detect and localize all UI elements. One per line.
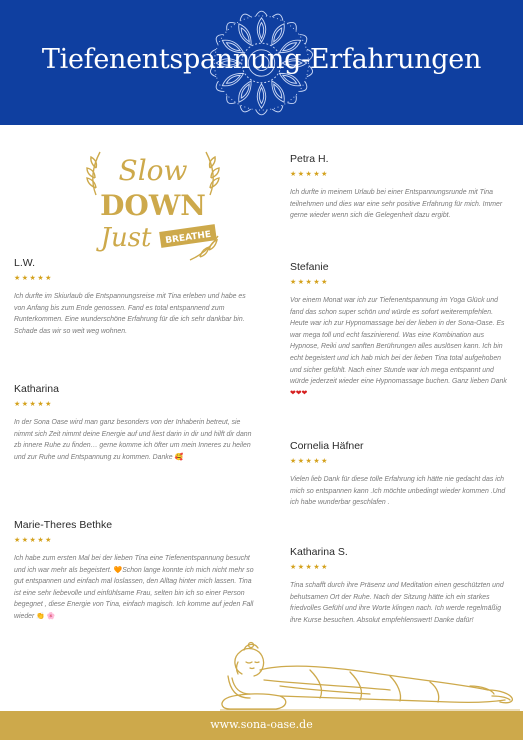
website-link[interactable]: www.sona-oase.de bbox=[210, 718, 313, 731]
footer-bar bbox=[0, 711, 523, 740]
star-rating: ★★★★★ bbox=[290, 564, 329, 571]
review-author: Stefanie bbox=[290, 261, 329, 273]
review-text: Vielen lieb Dank für diese tolle Erfahrung ich hätte nie gedacht das ich mich so entspannen kann .Ich möchte unbedingt wieder kommen .Und ich habe wunderbar geschlafen . bbox=[290, 476, 506, 507]
page-title: Tiefenentspannung-Erfahrungen bbox=[41, 44, 482, 75]
orange-heart-icon: 🧡 bbox=[113, 566, 123, 574]
header-banner bbox=[0, 0, 523, 125]
review-marie-theres bbox=[14, 519, 256, 623]
star-rating: ★★★★★ bbox=[290, 279, 329, 286]
review-author: Petra H. bbox=[290, 153, 329, 165]
reclining-buddha-icon bbox=[220, 640, 520, 712]
review-cornelia bbox=[290, 440, 512, 509]
review-author: Marie-Theres Bethke bbox=[14, 519, 113, 531]
review-text: Vor einem Monat war ich zur Tiefenentspannung im Yoga Glück und fand das schon super schön und würde es sofort weiterempfehlen. Heute war ich zur Hypnomassage bei der lieben in der Sona-Oase. Es war mega toll und echt faszinierend. Was eine Kombination aus Hypnose, Reiki und sanften Berührungen alles auslösen kann. Ich bin echt begeistert und ich hab mich bei der lieben Tina total aufgehoben und sicher gefühlt. Nach einer Stunde war ich mega entspannt und würde jederzeit wieder eine Hypnomassage buchen. Ganz lieben Dank ❤❤❤ bbox=[290, 297, 507, 397]
review-text: Ich durfte in meinem Urlaub bei einer Entspannungsrunde mit Tina teilnehmen und dies war eine sehr positive Erfahrung für mich. Immer gerne wieder wenn sich die Gelegenheit dazu ergibt. bbox=[290, 189, 503, 220]
review-author: Cornelia Häfner bbox=[290, 440, 364, 452]
star-rating: ★★★★★ bbox=[290, 171, 329, 178]
review-author: Katharina S. bbox=[290, 546, 348, 558]
logo-line-2: DOWN bbox=[100, 189, 206, 222]
review-katharina bbox=[14, 383, 254, 463]
logo-badge: BREATHE bbox=[164, 229, 212, 247]
star-rating: ★★★★★ bbox=[290, 458, 329, 465]
star-rating: ★★★★★ bbox=[14, 275, 53, 282]
star-rating: ★★★★★ bbox=[14, 401, 53, 408]
review-stefanie bbox=[290, 261, 512, 399]
logo-line-1: Slow bbox=[118, 154, 188, 187]
logo-line-3: Just bbox=[100, 223, 152, 253]
star-rating: ★★★★★ bbox=[14, 537, 53, 544]
slow-down-logo bbox=[78, 140, 228, 270]
review-text: In der Sona Oase wird man ganz besonders von der Inhaberin betreut, sie nimmt sich Zeit nimmt deine Energie auf und liest darin in dir und hilft dir dann zb innere Ruhe zu finden… gerne komme ich öfter um mein Inneres zu heilen und zur Ruhe und Entspannung zu kommen. Danke 🥰 bbox=[14, 419, 252, 461]
review-author: L.W. bbox=[14, 257, 36, 269]
review-petra bbox=[290, 153, 512, 222]
review-text: Tina schafft durch ihre Präsenz und Meditation einen geschützten und behutsamen Ort der Ruhe. Nach der Sitzung hätte ich ein starkes friedvolles Gefühl und ihre Worte klingen nach. Ich werde regelmäßig ihre Kurse besuchen. Absolut empfehlenswert! Danke dafür! bbox=[290, 582, 504, 624]
review-katharina-s bbox=[290, 546, 512, 626]
flower-icon: 🌸 bbox=[46, 612, 56, 620]
clapping-hands-icon: 👏 bbox=[36, 612, 45, 620]
red-heart-icon: ❤❤❤ bbox=[290, 389, 308, 397]
review-author: Katharina bbox=[14, 383, 59, 395]
review-text: Ich habe zum ersten Mal bei der lieben Tina eine Tiefenentspannung besucht und ich war mehr als begeistert. 🧡Schon lange konnte ich mich nicht mehr so gut entspannen und einfach mal loslassen, den Alltag hinter mich lassen. Tina ist eine sehr liebevolle und einfühlsame Frau, selten bin ich so einer Person begegnet , diese Energie von Tina, einfach magisch. Ich komme auf jeden Fall wieder 👏 🌸 bbox=[14, 555, 254, 620]
review-lw bbox=[14, 257, 254, 337]
smiling-face-icon: 🥰 bbox=[174, 453, 184, 461]
review-text: Ich durfte im Skiurlaub die Entspannungsreise mit Tina erleben und habe es von Anfang bis zum Ende genossen. Fand es total entspannend zum Runterkommen. Eine wunderschöne Erfahrung für die ich sehr dankbar bin. Schade das wir so weit weg wohnen. bbox=[14, 293, 246, 335]
